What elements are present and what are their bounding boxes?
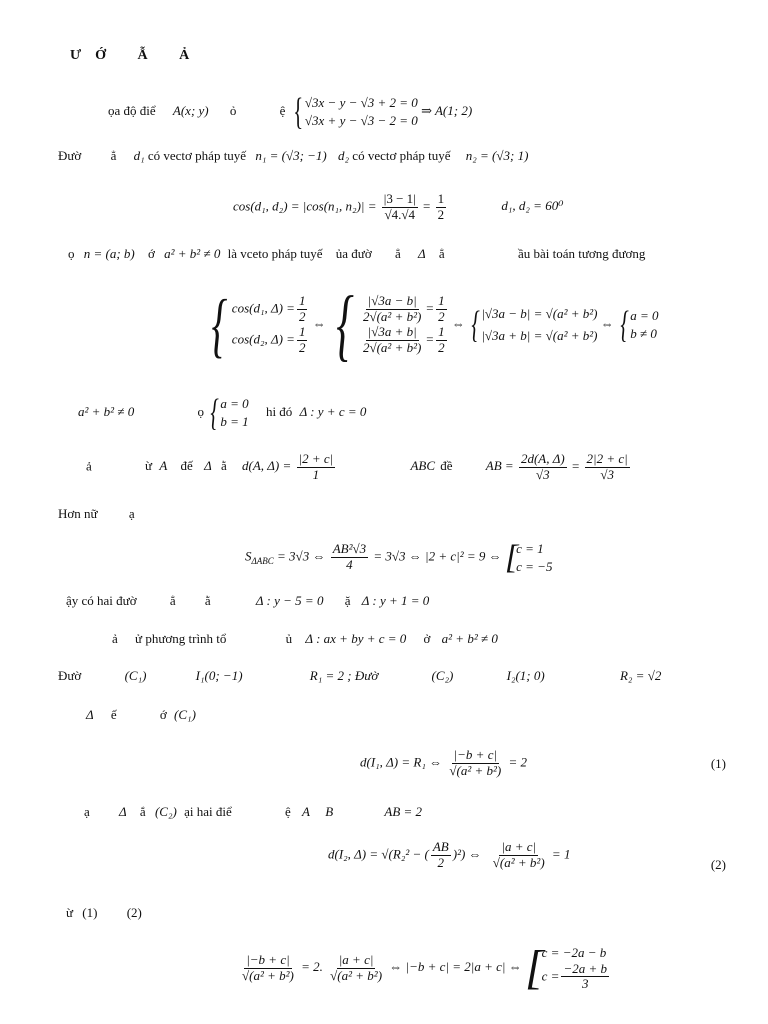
text-fragment: d(I₁, Δ) = R₁ ⇔ [360,754,443,770]
final-equation: $\frac{|-b + c|}{\text{√(a² + b²)}}$ = 2. $\frac{|a + c|}{\text{√(a² + b²)}}$ ⇔ |−b + c| = 2|a + c| ⇔ [ c = −2a − b c = $\frac{-2a + b}{3}$ [238,944,611,992]
point-a: A [159,458,168,474]
area-formula: $S_{\Delta ABC} = 3√3$ ⇔ $\frac{\text{AB²√3}}{4}$ = 3√3 ⇔ |2 + c|² = 9 ⇔ [ c = 1 c = −5 [245,538,553,576]
sys-frac-row-2: $\frac{|√3a + b|}{\text{2√(a² + b²)}}$ = $\frac{1}{2}$ [362,324,445,355]
line-d2: d₂ [338,148,350,163]
c-solution-1: c = −2a − b [541,945,607,960]
vector-n: n = (a; b) [83,246,135,261]
text-fragment: có vectơ pháp tuyế [352,148,451,163]
point-a: A [302,804,310,819]
point-a-result: ⇒ A(1; 2) [421,102,473,118]
vector-n1: n₁ = (√3; −1) [255,148,327,163]
text-fragment: = 3√3 ⇔ [277,548,326,564]
unknown-line-setup [68,246,645,262]
two-lines-result [66,593,429,609]
result-line-1: Δ : y − 5 = 0 [255,593,324,608]
text-fragment: ủa đườ [335,246,372,261]
tangent-line [86,707,196,723]
text-fragment: ại hai điể [184,804,232,819]
equals: = [571,458,580,474]
sys-frac-row-1: $\frac{|√3a - b|}{\text{2√(a² + b²)}}$ = $\frac{1}{2}$ [362,293,445,325]
fraction: $\frac{|3 - 1|}{√4.√4}$ [383,191,416,222]
chord-length: AB = 2 [384,804,423,819]
text-fragment: ẳ [169,593,176,608]
value-a: a = 0 [220,396,249,412]
text-fragment: Đườ [58,148,82,163]
intro-line [108,93,472,131]
text-fragment: ệ [284,804,291,819]
ab-formula: AB = [485,458,514,474]
text-fragment: ớ [148,246,155,261]
text-fragment: ủ [285,631,293,646]
general-line-setup [112,631,498,647]
equals: = [423,198,431,214]
system-a: { √3x − y − √3 + 2 = 0 √3x + y − √3 − 2 = 0 [292,91,418,133]
delta-symbol: Δ [86,707,94,722]
text-fragment: ớ [159,707,167,722]
text-fragment: ặ [344,593,351,608]
chord-line [84,804,422,820]
ref-1: (1) [82,905,98,920]
cos-system: { cos(d₁, Δ) = $\frac{1}{2}$ cos(d₂, Δ) = $\frac{1}{2}$ ⇔ { $\frac{|√3a - b|}{\text{2√(a² + b²)}}$ = $\frac{1}{2}$ $\frac{|√3a + b|}{\text{2√(a² + b²)}}$ = $\frac{1}{2}$ ⇔ { |√3a − b| = √(a² + b²) |√3a + b| = √(a² + b²) ⇔ { a = 0 b ≠ 0 [211,281,659,369]
text-fragment: = 1 [551,846,571,862]
iff: ⇔ [600,315,614,331]
delta-symbol: Δ [418,246,426,261]
text-fragment: = 2 [508,754,528,770]
point-a: A(x; y) [172,102,209,118]
c-value-1: c = 1 [516,541,544,556]
text-fragment: ọ [197,403,204,419]
moreover-line [58,506,135,522]
intro-text: ọa độ điể [108,102,156,118]
line-delta: Δ : y + c = 0 [299,403,367,419]
text-fragment: Hơn nữ [58,506,98,521]
equation-1: d(I₁, Δ) = R₁ ⇔ $\frac{|-b + c|}{\text{√(a² + b²)}}$ = 2 [360,747,528,778]
text-fragment: ằ [220,458,227,474]
distance-a: d(A, Δ) = [241,458,292,474]
text-fragment: d(I₂, Δ) = √(R₂² − ( [328,846,429,862]
fraction-half: $\frac{1}{2}$ [437,191,445,222]
text-fragment: ằ [204,593,211,608]
text-fragment: ẳ [394,246,401,261]
text-fragment: ậy có hai đườ [66,593,137,608]
text-fragment: ọ [68,246,75,261]
text-fragment: đế [180,458,193,474]
point-b: B [325,804,334,819]
result-line-2: Δ : y + 1 = 0 [361,593,430,608]
distance-line: ả ừ A đế Δ ằ d(A, Δ) = $\frac{|2 + c|}{1}$ ABC đề AB = $\frac{2d(A, \Delta)}{√3}$ = $\frac{2|2 + c|}{√3}$ [86,451,628,482]
text-fragment: = 3√3 ⇔ |2 + c|² = 9 ⇔ [373,548,502,564]
sys-result-a: a = 0 [630,308,659,324]
condition: a² + b² ≠ 0 [441,631,498,646]
text-fragment: ẳ [438,246,445,261]
text-fragment: ạ [84,804,90,819]
iff: ⇔ [451,315,465,331]
circles-line [58,668,661,684]
iff: ⇔ [312,315,326,331]
text-fragment: ẳ [110,148,117,163]
radius-r1: R₁ = 2 ; Đườ [309,668,379,683]
text-fragment: là vceto pháp tuyế [227,246,323,261]
equation-2: d(I₂, Δ) = √(R₂² − ( $\frac{AB}{2}$ )²) ⇔ $\frac{|a + c|}{\text{√(a² + b²)}}$ = 1 [328,839,571,870]
ref-2: (2) [126,905,142,920]
area-symbol: S [245,548,252,564]
text-fragment: ế [110,707,117,722]
text-fragment: ừ [145,458,153,474]
triangle-abc: ABC [410,458,436,474]
text-fragment: ả [112,631,118,646]
sys-row-2: cos(d₂, Δ) = $\frac{1}{2}$ [231,324,306,355]
text-fragment: )²) ⇔ [452,846,482,862]
delta-symbol: Δ [119,804,127,819]
system-a-eq2: √3x + y − √3 − 2 = 0 [304,113,418,128]
equation-number-2: (2) [710,857,726,872]
equation-number-1: (1) [710,756,726,771]
c-solution-2: c = $\frac{-2a + b}{3}$ [541,960,607,992]
text-fragment: ắ [139,804,146,819]
text-fragment: đề [440,458,453,474]
text-fragment: ừ [66,905,74,920]
combine-line [66,905,142,921]
intro-o: ỏ [229,102,237,118]
cos-lhs: cos(d₁, d₂) = |cos(n₁, n₂)| = [233,198,377,214]
choose-values-line [78,394,366,432]
circle-c1: (C₁) [174,707,196,722]
sys-row-1: cos(d₁, Δ) = $\frac{1}{2}$ [231,293,306,325]
center-i1: I₁(0; −1) [195,668,243,683]
page-heading: ƯỚ Ẫ Ả [70,48,204,63]
text-fragment: ở [423,631,431,646]
circle-c2: (C₂) [431,668,454,683]
angle-result: d₁, d₂ = 60⁰ [501,198,564,214]
text-fragment: có vectơ pháp tuyế [147,148,247,163]
sys-abs-row-2: |√3a + b| = √(a² + b²) [481,328,598,343]
text-fragment: ⇔ |−b + c| = 2|a + c| ⇔ [389,959,522,975]
delta-symbol: Δ [204,458,212,474]
value-b: b = 1 [220,414,249,429]
sys-result-b: b ≠ 0 [630,326,657,341]
circle-c1: (C₁) [124,668,147,683]
text-fragment: ả [86,458,92,474]
normal-vectors-line [58,148,528,164]
text-fragment: ạ [128,506,135,521]
angle-formula [233,192,563,223]
c-value-2: c = −5 [516,558,553,574]
radius-r2: R₂ = √2 [619,668,662,683]
text-fragment: Đườ [58,668,82,683]
condition: a² + b² ≠ 0 [164,246,221,261]
text-fragment: hi đó [265,403,293,419]
condition: a² + b² ≠ 0 [78,403,135,419]
system-a-eq1: √3x − y − √3 + 2 = 0 [304,95,418,111]
sys-abs-row-1: |√3a − b| = √(a² + b²) [481,305,598,321]
intro-he: ệ [279,102,286,118]
text-fragment: ử phương trình tổ [135,631,227,646]
text-fragment: ầu bài toán tương đương [517,246,646,261]
text-fragment: = 2. [301,959,323,975]
area-subscript: ΔABC [251,556,274,567]
choice-system: { a = 0 b = 1 [210,392,249,434]
general-line: Δ : ax + by + c = 0 [305,631,407,646]
circle-c2: (C₂) [154,804,177,819]
line-d1: d₁ [133,148,145,163]
center-i2: I₂(1; 0) [506,668,545,683]
vector-n2: n₂ = (√3; 1) [465,148,529,163]
